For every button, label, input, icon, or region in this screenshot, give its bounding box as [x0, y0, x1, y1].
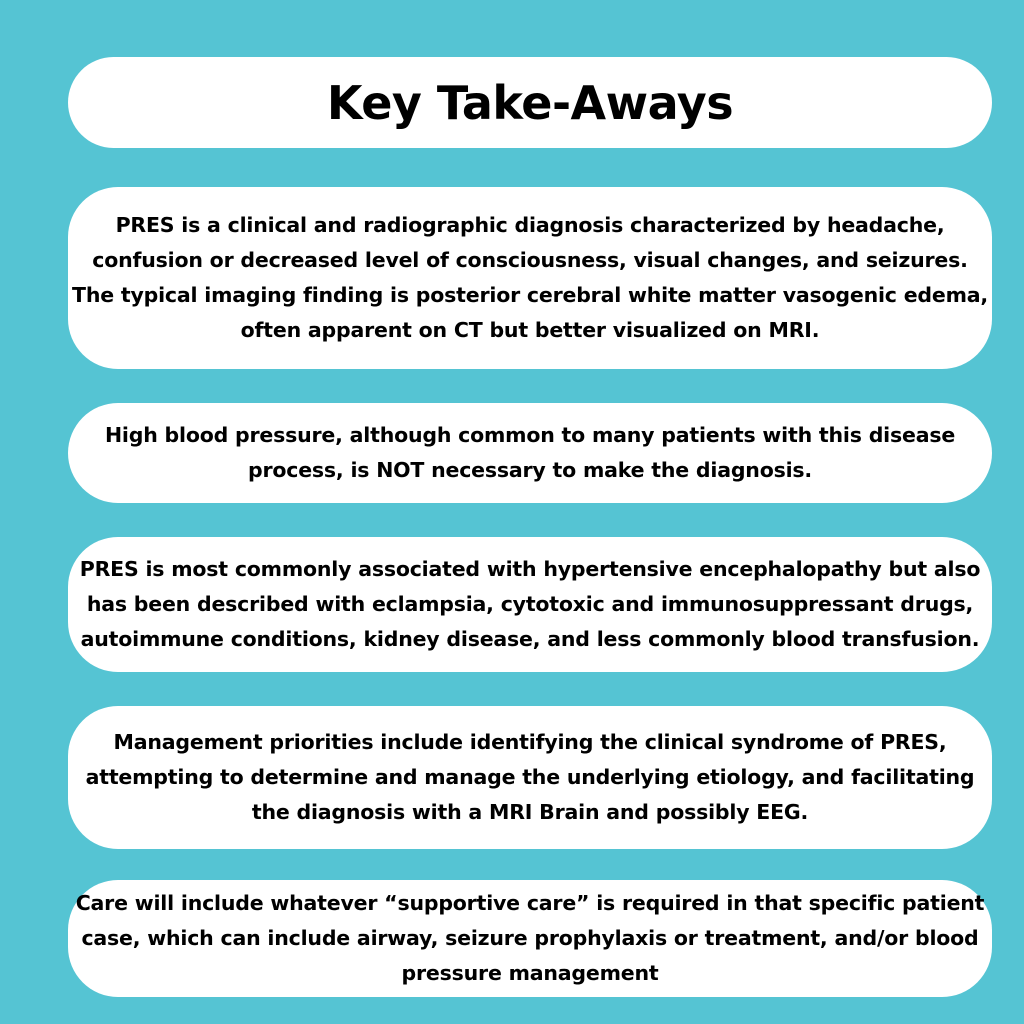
takeaway-card-4 — [68, 706, 992, 849]
takeaway-text-3: PRES is most commonly associated with hypertensive encephalopathy but also has been described with eclampsia, cytotoxic and immunosuppressant drugs, autoimmune conditions, kidney disease, and less commonly blood transfusion. — [79, 557, 981, 651]
takeaway-text-4: Management priorities include identifying the clinical syndrome of PRES, attempting to determine and manage the underlying etiology, and facilitating the diagnosis with a MRI Brain and possibly EEG. — [85, 730, 975, 824]
takeaway-card-5 — [68, 880, 992, 997]
takeaway-card-1 — [68, 187, 992, 369]
takeaway-text-1: PRES is a clinical and radiographic diagnosis characterized by headache, confusion or decreased level of consciousness, visual changes, and seizures. The typical imaging finding is posterior cerebral white matter vasogenic edema, often apparent on CT but better visualized on MRI. — [72, 213, 988, 342]
takeaway-text-2: High blood pressure, although common to many patients with this disease process, is NOT necessary to make the diagnosis. — [104, 423, 956, 482]
page-title: Key Take-Aways — [326, 75, 734, 130]
takeaway-card-3 — [68, 537, 992, 672]
takeaway-text-5: Care will include whatever “supportive care” is required in that specific patient case, which can include airway, seizure prophylaxis or treatment, and/or blood pressure management — [75, 891, 985, 985]
title-banner — [68, 57, 992, 148]
takeaway-card-2 — [68, 403, 992, 503]
